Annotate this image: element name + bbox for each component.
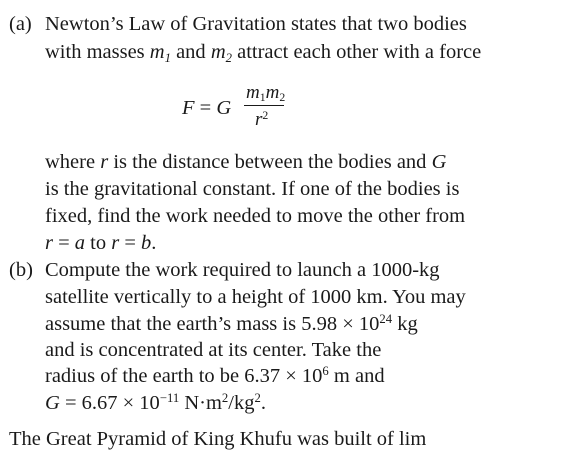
cut-off-next-line: The Great Pyramid of King Khufu was built of lim bbox=[9, 428, 427, 450]
gravitation-formula bbox=[182, 82, 322, 138]
part-a-line-4: is the gravitational constant. If one of the bodies is bbox=[45, 178, 460, 200]
text-attract: attract each other with a force bbox=[237, 41, 482, 63]
part-b-label: (b) bbox=[9, 259, 33, 281]
part-a-line-2 bbox=[45, 42, 481, 63]
mass-symbol-m2: $m_2$ bbox=[210, 41, 232, 65]
part-a-label: (a) bbox=[9, 13, 32, 35]
part-b-line-3: assume that the earth’s mass is $5.98 \times 10^{24}$ kg bbox=[45, 312, 418, 335]
mass-symbol-m1: $m_1$ bbox=[149, 41, 171, 65]
part-b-line-2: satellite vertically to a height of 1000 km. You may bbox=[45, 286, 466, 308]
formula-lhs: F = G bbox=[182, 97, 232, 119]
part-b-line-5: radius of the earth to be $6.37 \times 10^6$ m and bbox=[45, 364, 385, 387]
part-b-line-6: $G = 6.67 \times 10^{-11}$ $N\cdot m^2/kg^2$. bbox=[45, 391, 266, 414]
part-a-line-6: r = a to r = b. bbox=[45, 232, 157, 254]
formula-numerator: $m_1m_2$ bbox=[246, 82, 286, 105]
part-a-line-1: Newton’s Law of Gravitation states that two bodies bbox=[45, 13, 467, 35]
part-a-line-5: fixed, find the work needed to move the other from bbox=[45, 205, 466, 227]
formula-denominator: $r^2$ bbox=[255, 108, 269, 130]
symbol-G: G bbox=[431, 151, 447, 173]
part-b-line-4: and is concentrated at its center. Take the bbox=[45, 339, 382, 361]
text-and: and bbox=[176, 41, 206, 63]
part-b-line-1: Compute the work required to launch a 1000-kg bbox=[45, 259, 440, 281]
part-a-line-3: where r is the distance between the bodies and G bbox=[45, 151, 447, 173]
fraction-bar bbox=[244, 105, 284, 106]
text-with-masses: with masses bbox=[45, 41, 145, 63]
symbol-r: r bbox=[100, 151, 109, 173]
